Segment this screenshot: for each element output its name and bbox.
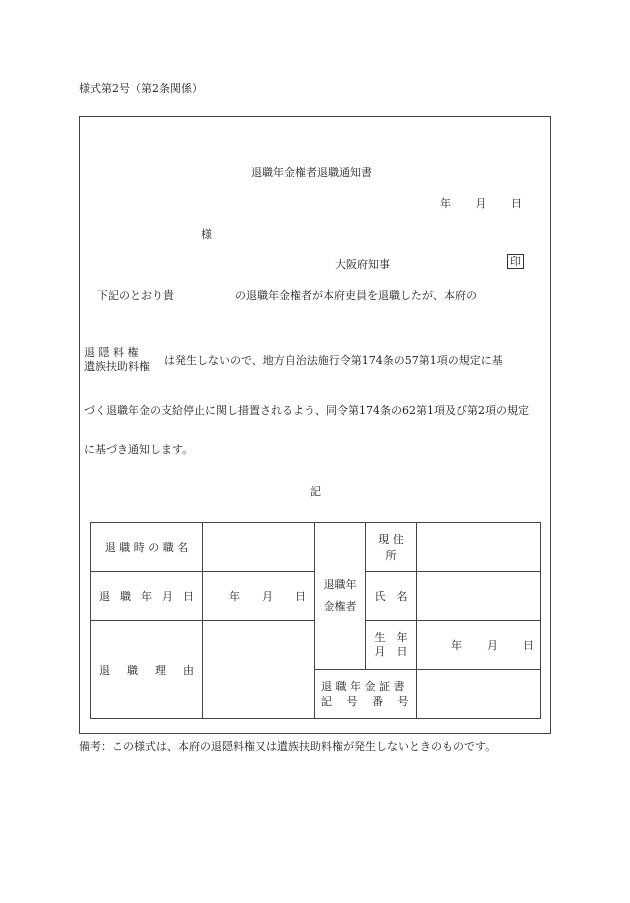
body-line3: づく退職年金の支給停止に関し措置されるよう、同令第174条の62第1項及び第2項の規定 — [84, 404, 529, 417]
date-value-cell: 年 月 日 — [203, 572, 315, 621]
recipient-suffix: 様 — [201, 228, 212, 241]
issuer-name: 大阪府知事 — [335, 258, 390, 271]
position-value-cell — [203, 523, 315, 572]
name-value-cell — [417, 572, 541, 621]
reason-label-cell: 退 職 理 由 — [91, 621, 203, 719]
reason-value-cell — [203, 621, 315, 719]
body-line1-b: の退職年金権者が本府吏員を退職したが、本府の — [235, 289, 477, 302]
day-label: 日 — [511, 197, 522, 210]
pensioner-label-cell: 退職年 金権者 — [315, 523, 366, 670]
choice-survivor: 遺族扶助料権 — [84, 360, 150, 373]
document-title: 退職年金権者退職通知書 — [251, 166, 372, 179]
ki-heading: 記 — [310, 485, 321, 498]
footnote: 備考：この様式は、本府の退隠料権又は遺族扶助料権が発生しないときのものです。 — [79, 740, 497, 753]
birth-value-cell: 年 月 日 — [417, 621, 541, 670]
position-label-cell: 退 職 時 の 職 名 — [91, 523, 203, 572]
seal-label: 印 — [507, 254, 524, 269]
year-label: 年 — [440, 197, 451, 210]
detail-table — [90, 522, 541, 719]
seal-mark — [507, 254, 524, 269]
address-value-cell — [417, 523, 541, 572]
body-line4: に基づき通知します。 — [84, 443, 194, 456]
choice-retirement: 退 隠 料 権 — [84, 346, 139, 359]
date-label-cell: 退 職 年 月 日 — [91, 572, 203, 621]
birth-label-cell: 生 年 月 日 — [366, 621, 417, 670]
right-type-choice — [84, 346, 150, 374]
certificate-label-cell: 退 職 年 金 証 書 記 号 番 号 — [315, 670, 417, 719]
month-label: 月 — [475, 197, 487, 210]
name-label-cell: 氏 名 — [366, 572, 417, 621]
body-line2: は発生しないので、地方自治法施行令第174条の57第1項の規定に基 — [164, 354, 503, 367]
certificate-value-cell — [417, 670, 541, 719]
form-number: 様式第2号（第2条関係） — [79, 82, 203, 95]
address-label-cell: 現 住 所 — [366, 523, 417, 572]
body-line1-a: 下記のとおり貴 — [97, 289, 174, 302]
issue-date — [440, 195, 522, 211]
